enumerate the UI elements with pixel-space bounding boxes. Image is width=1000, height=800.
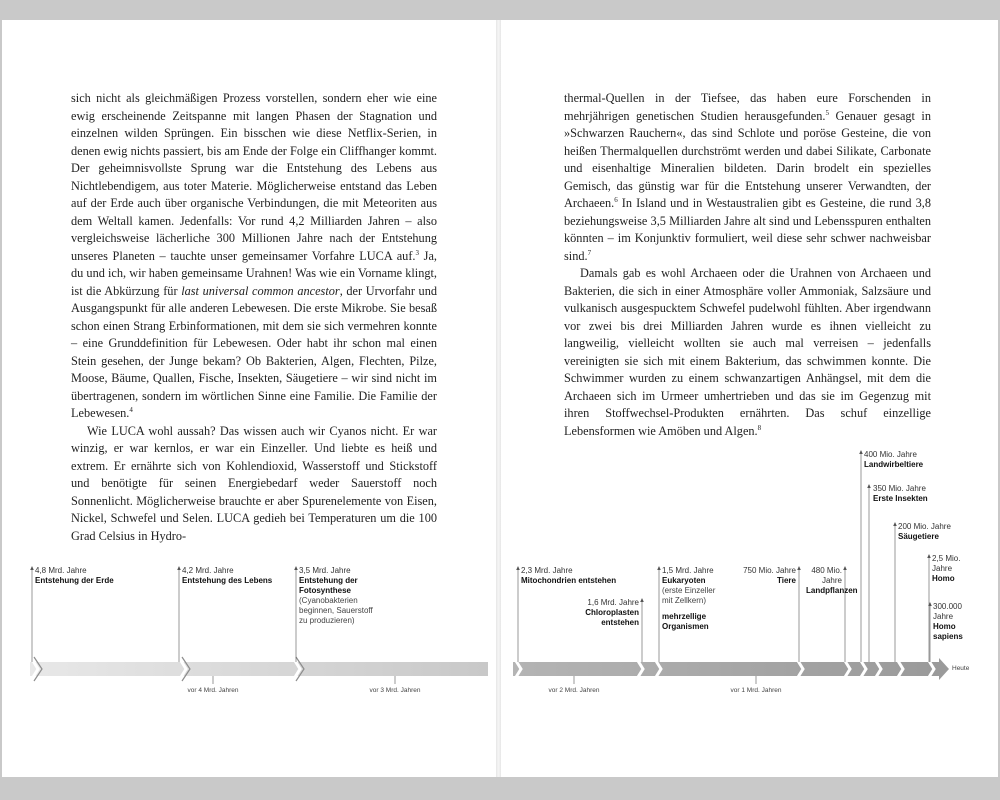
left-timeline-chevrons bbox=[30, 656, 300, 682]
event-life-title: Entstehung des Lebens bbox=[182, 576, 273, 585]
event-euk-date: 1,5 Mrd. Jahre bbox=[662, 566, 714, 575]
footnote-ref: 7 bbox=[587, 248, 592, 257]
event-life bbox=[182, 566, 292, 586]
event-pflanzen-title: Landpflanzen bbox=[806, 586, 858, 595]
right-timeline-chevrons bbox=[513, 656, 934, 682]
event-pflanzen-date: 480 Mio. Jahre bbox=[811, 566, 842, 585]
event-euk-title: Eukaryoten bbox=[662, 576, 706, 585]
text-run: thermal-Quellen in der Tiefsee, das haben eure Forschenden in mehrjährigen genetischen Studien herausgefunden. bbox=[564, 91, 931, 123]
event-tiere-date: 750 Mio. Jahre bbox=[743, 566, 796, 575]
tick-2mrd: vor 2 Mrd. Jahren bbox=[548, 687, 600, 694]
footnote-ref: 5 bbox=[825, 108, 829, 117]
event-photo-date: 3,5 Mrd. Jahre bbox=[299, 566, 351, 575]
event-mammals bbox=[898, 522, 968, 542]
event-multicellular-title: mehrzellige Organismen bbox=[662, 612, 709, 631]
right-body-text bbox=[564, 90, 931, 440]
timeline-end-arrow bbox=[939, 658, 949, 680]
left-paragraph-1 bbox=[71, 90, 437, 423]
left-page bbox=[2, 20, 496, 777]
event-mitochondria bbox=[521, 566, 631, 586]
event-insekten-date: 350 Mio. Jahre bbox=[873, 484, 926, 493]
text-run: Damals gab es wohl Archaeen oder die Urahnen von Archaeen und Bakterien, die sich in einer Atmosphäre voller Ammoniak, Salzsäure und vulkanisch ausgespucktem Schwefel pudelwohl fühlten. Aber irgendwann vor zwei bis drei Milliarden Jahren wurde es ihnen vielleicht zu langweilig, vielleicht wollten sie auch mal verreisen – jedenfalls vereinigten sie sich mit einem Bakterium, das schwimmen konnte. Die Schwimmer wurden zu einem schwanzartigen Anhängsel, mit dem die Archaeen sich im Urmeer umhertrieben und das sie im Gegenzug mit ihren Stoffwechsel-Produkten ernährten. Das schuf einzellige Lebensformen wie Amöben und Algen. bbox=[564, 266, 931, 438]
event-sapiens-title: Homo sapiens bbox=[933, 622, 963, 641]
left-body-text bbox=[71, 90, 437, 545]
event-tiere-title: Tiere bbox=[777, 576, 796, 585]
text-run: sich nicht als gleichmäßigen Prozess vorstellen, sondern eher wie eine ewig erscheinende Zeitspanne mit langen Phasen der Stagnation und einzelnen wilden Sprüngen. Ein bisschen wie diese Netflix-Serien, in denen ewig nichts passiert, bis am Ende der Folge ein Cliffhanger kommt. Der geheimnisvollste Sprung war die Entstehung des Lebens aus Nichtlebendigem, aus toter Materie. Möglicherweise entstand das Leben auf der Erde auch über organische Verbindungen, die mit Meteoriten aus dem Weltall kamen. Jedenfalls: Vor rund 4,2 Milliarden Jahren – also vergleichsweise lächerliche 300 Millionen Jahre nach der Entstehung unseres Planeten – tauchte unser gemeinsamer Vorfahre LUCA auf. bbox=[71, 91, 437, 263]
event-wirbel-title: Landwirbeltiere bbox=[864, 460, 924, 469]
text-run: In Island und in Westaustralien gibt es Gesteine, die rund 3,8 beziehungsweise 3,5 Milliarden Jahre alt sind und Lebensspuren enthalten könnten – im Konjunktiv formuliert, weil diese sehr schwer nachweisbar sind. bbox=[564, 196, 931, 263]
right-paragraph-1 bbox=[564, 90, 931, 265]
text-run: , der Urvorfahr und Ausgangspunkt für alle anderen Lebewesen. Die erste Mikrobe. Sie besaß schon einen Strang Erbinformationen, mit dem sie sich vermehren konnte – eine Grunddefinition für Lebewesen. Oder habt ihr schon mal einen Stein gesehen, der Junge bekam? Ob Bakterien, Algen, Flechten, Pilze, Moose, Bäume, Quallen, Fische, Insekten, Säugetiere – wir sind nicht im übertragenen, sondern im wörtlichen Sinne eine Familie. Die Familie der Lebewesen. bbox=[71, 283, 438, 420]
left-timeline-band bbox=[30, 662, 488, 676]
event-homo bbox=[932, 554, 966, 584]
text-run: Ja, du und ich, wir haben gemeinsame Urahnen! Was wie ein Vorname klingt, ist die Abkürzung für bbox=[71, 248, 437, 298]
timeline-end-label: Heute bbox=[952, 665, 970, 672]
event-mito-date: 2,3 Mrd. Jahre bbox=[521, 566, 573, 575]
event-saeuger-title: Säugetiere bbox=[898, 532, 939, 541]
event-euk-note: (erste Einzeller mit Zellkern) bbox=[662, 586, 716, 605]
text-run: Genauer gesagt in »Schwarzen Rauchern«, das sind Schlote und poröse Gesteine, die von heißen Thermalquellen durchströmt werden und dabei Silikate, Carbonate und eisenhaltige Mineralien bildeten. Darin brodelt ein spezielles Gemisch, das günstig war für die Entstehung unserer Verwandten, der Archaeen. bbox=[564, 108, 931, 210]
event-insekten-title: Erste Insekten bbox=[873, 494, 928, 503]
event-saeuger-date: 200 Mio. Jahre bbox=[898, 522, 951, 531]
event-chloroplasts bbox=[579, 598, 639, 628]
left-timeline-chevrons-shade bbox=[34, 657, 304, 681]
event-land-plants bbox=[806, 566, 858, 596]
event-sapiens-date: 300.000 Jahre bbox=[933, 602, 962, 621]
tick-3mrd: vor 3 Mrd. Jahren bbox=[369, 687, 421, 694]
event-eukaryotes bbox=[662, 566, 724, 632]
event-homo-date: 2,5 Mio. Jahre bbox=[932, 554, 961, 573]
emphasis: last universal common ancestor bbox=[181, 283, 340, 298]
event-homo-title: Homo bbox=[932, 574, 955, 583]
tick-1mrd: vor 1 Mrd. Jahren bbox=[730, 687, 782, 694]
event-first-insects bbox=[873, 484, 943, 504]
event-mito-title: Mitochondrien entstehen bbox=[521, 576, 617, 585]
text-run: Wie LUCA wohl aussah? Das wissen auch wir Cyanos nicht. Er war winzig, er war kernlos, er war ein Einzeller. Und liebte es heiß und extrem. Er ernährte sich von Kohlendioxid, Wasserstoff und Stickstoff und benötigte für seinen Energiebedarf weder Sauerstoff noch Sonnenlicht. Möglicherweise brauchte er aber Spurenelemente von Eisen, Nickel, Schwefel und Selen. LUCA gedieh bei Temperaturen um die 100 Grad Celsius in Hydro- bbox=[71, 423, 437, 543]
right-timeline-band bbox=[513, 662, 939, 676]
right-page bbox=[501, 20, 998, 777]
event-animals bbox=[729, 566, 796, 586]
event-photosynthesis bbox=[299, 566, 377, 626]
event-earth bbox=[35, 566, 165, 586]
event-homo-sapiens bbox=[933, 602, 969, 642]
right-paragraph-2 bbox=[564, 265, 931, 440]
event-photo-note: (Cyanobakterien beginnen, Sauerstoff zu produzieren) bbox=[299, 596, 373, 625]
tick-4mrd: vor 4 Mrd. Jahren bbox=[187, 687, 239, 694]
event-chloro-date: 1,6 Mrd. Jahre bbox=[587, 598, 639, 607]
event-chloro-title: Chloroplasten entstehen bbox=[585, 608, 639, 627]
event-earth-title: Entstehung der Erde bbox=[35, 576, 114, 585]
footnote-ref: 6 bbox=[614, 195, 618, 204]
footnote-ref: 8 bbox=[757, 423, 762, 432]
footnote-ref: 4 bbox=[129, 405, 133, 414]
event-wirbel-date: 400 Mio. Jahre bbox=[864, 450, 917, 459]
event-land-vertebrates bbox=[864, 450, 944, 470]
event-photo-title: Entstehung der Fotosynthese bbox=[299, 576, 358, 595]
event-earth-date: 4,8 Mrd. Jahre bbox=[35, 566, 87, 575]
footnote-ref: 3 bbox=[415, 248, 419, 257]
left-paragraph-2 bbox=[71, 423, 437, 546]
event-life-date: 4,2 Mrd. Jahre bbox=[182, 566, 234, 575]
